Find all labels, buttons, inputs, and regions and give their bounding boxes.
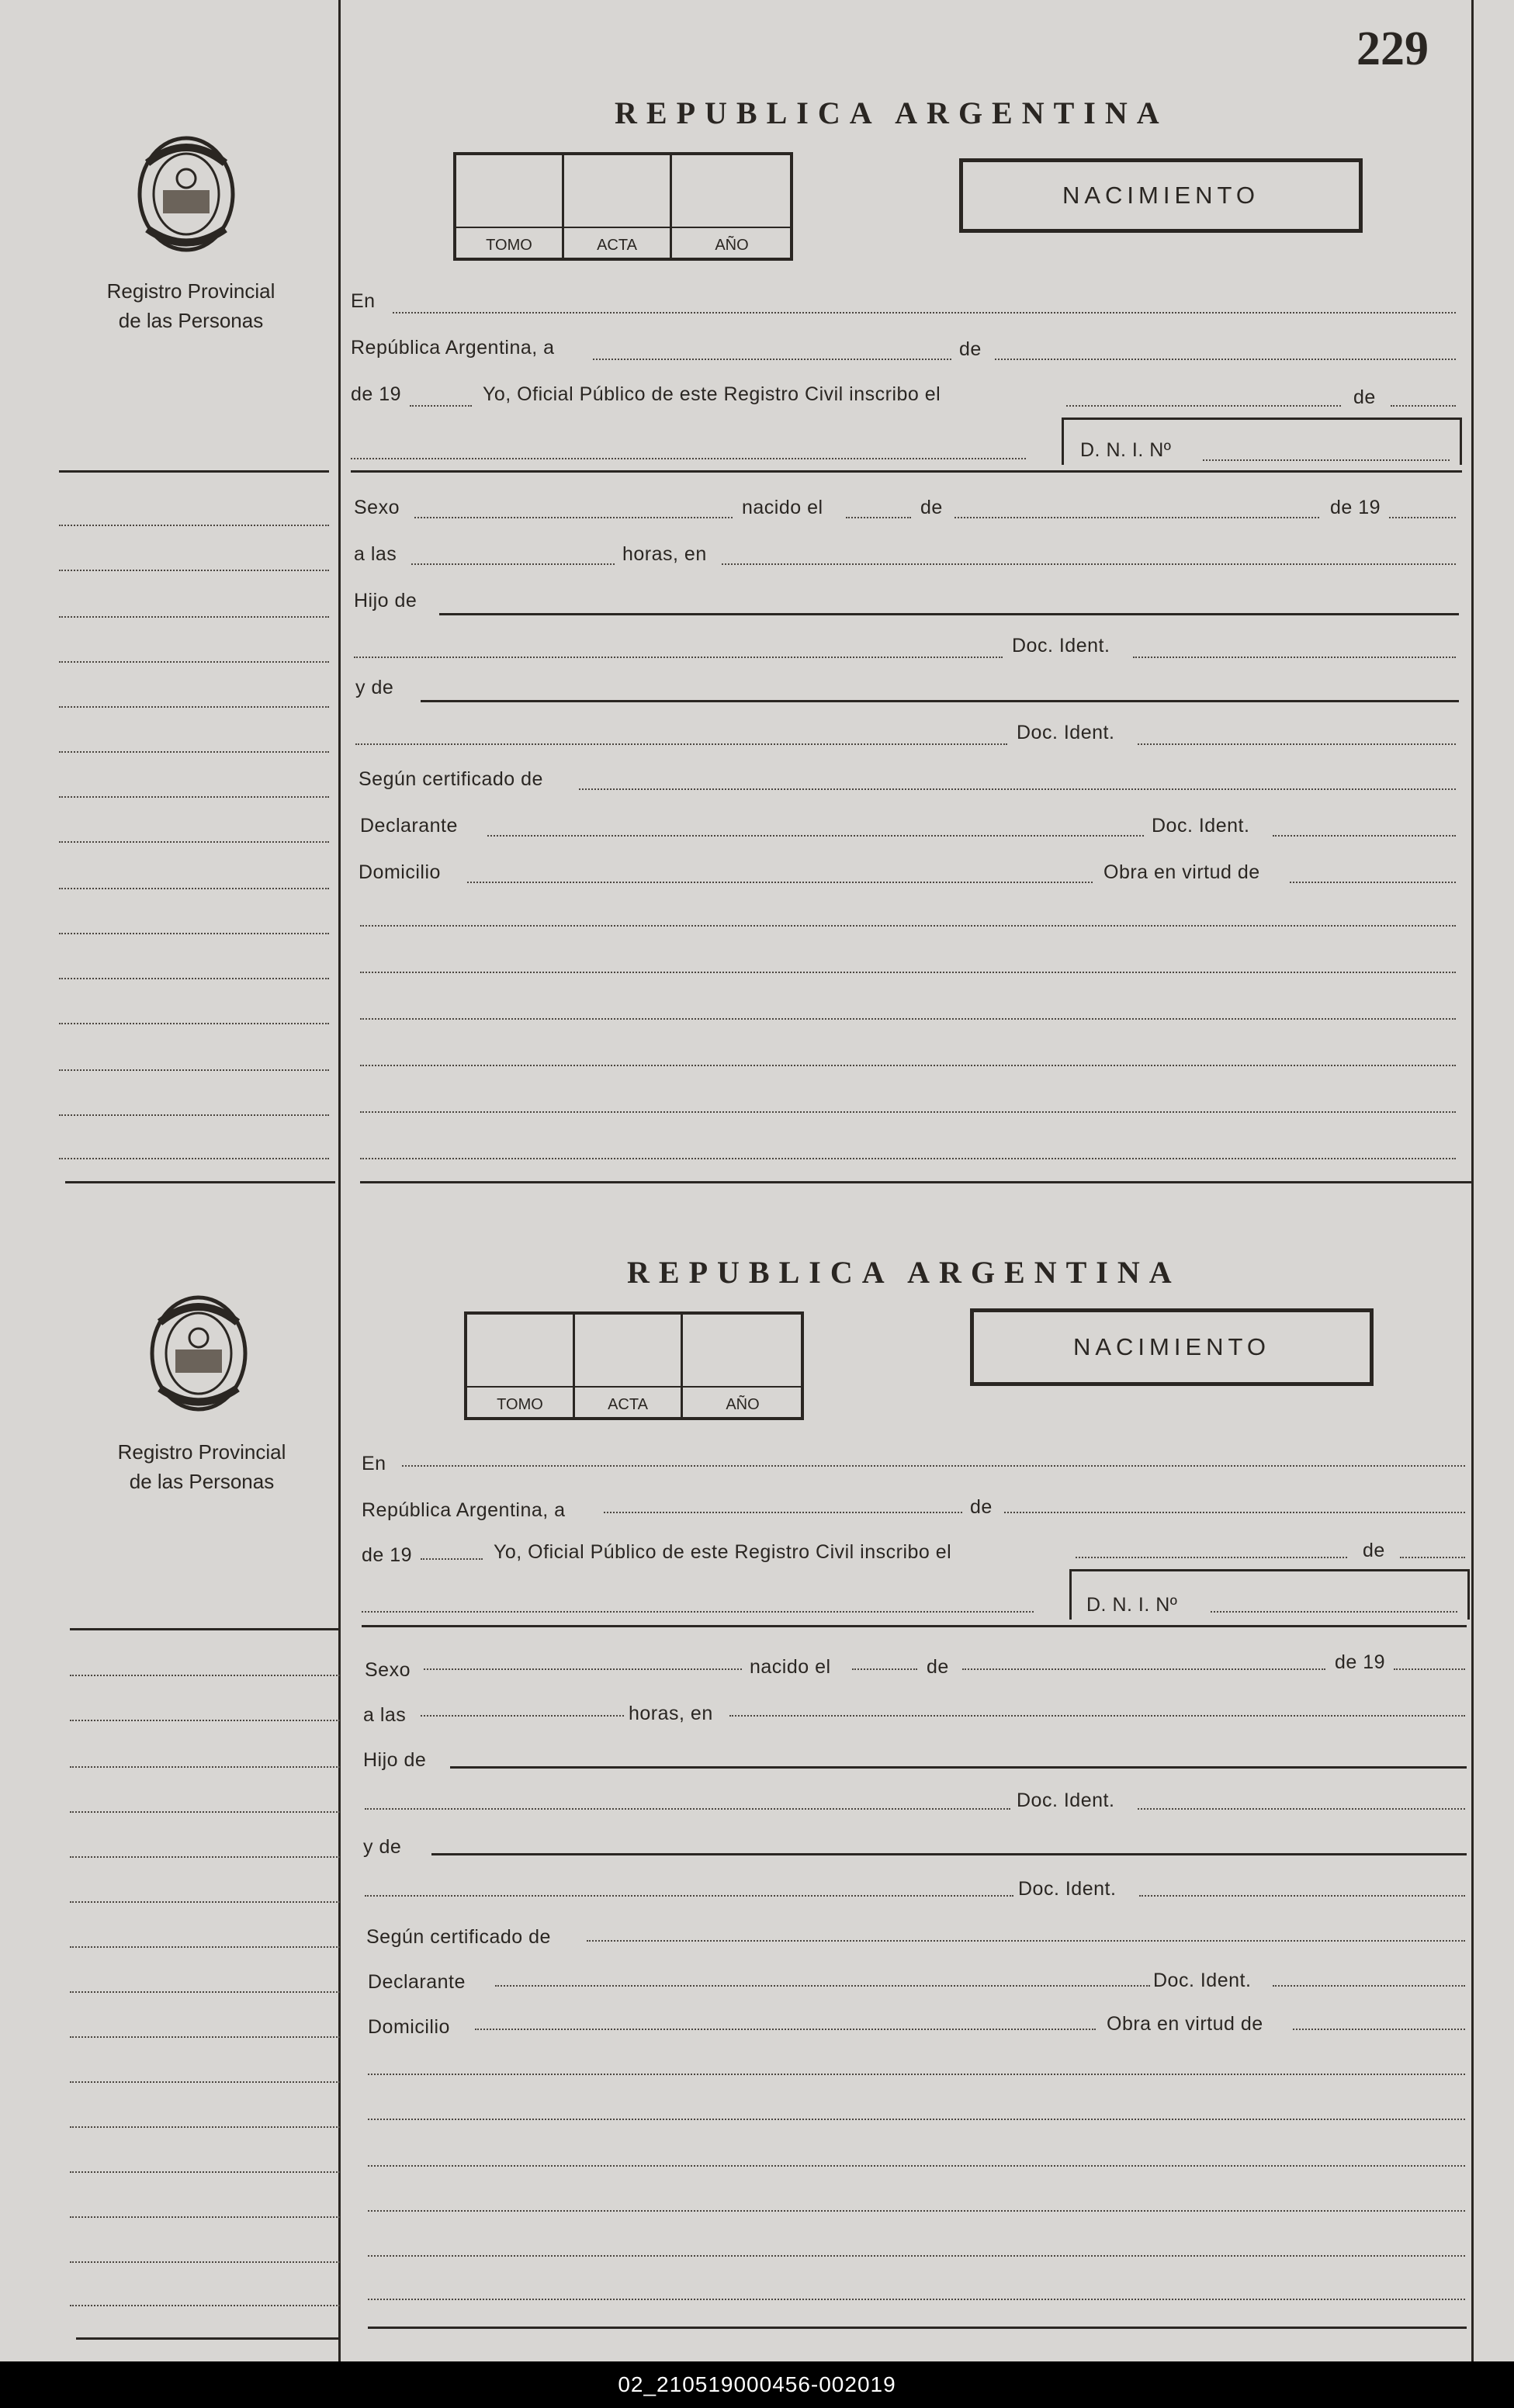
declarante-label: Declarante (360, 815, 458, 837)
year-field[interactable] (421, 1558, 483, 1560)
page-number: 229 (1356, 23, 1429, 75)
margin-line[interactable] (59, 616, 329, 618)
margin-line[interactable] (70, 1720, 340, 1721)
margin-line[interactable] (59, 1114, 329, 1116)
hijo-label: Hijo de (354, 590, 417, 612)
hijo-label: Hijo de (363, 1749, 427, 1771)
inscribo-month-field[interactable] (1391, 405, 1456, 407)
form-bottom-rule (360, 1181, 1471, 1183)
de-label-3: de (927, 1656, 949, 1678)
margin-line[interactable] (59, 841, 329, 843)
margin-line[interactable] (70, 2036, 340, 2038)
sexo-field[interactable] (414, 517, 733, 518)
notes-line-6[interactable] (360, 1158, 1456, 1159)
margin-line[interactable] (59, 796, 329, 798)
section-divider (362, 1625, 1467, 1627)
domicilio-label: Domicilio (359, 861, 441, 883)
alas-label: a las (363, 1704, 407, 1726)
margin-line[interactable] (59, 570, 329, 571)
margin-line[interactable] (70, 2171, 340, 2173)
de19-label: de 19 (362, 1544, 413, 1566)
form-bottom-rule (368, 2327, 1467, 2329)
name-field[interactable] (362, 1611, 1034, 1613)
scan-footer (0, 2361, 1514, 2408)
notes-line-2[interactable] (368, 2119, 1465, 2120)
province-crest-icon (132, 132, 241, 260)
ano-label: AÑO (715, 237, 749, 254)
domicilio-label: Domicilio (368, 2016, 450, 2038)
registry-line-2: de las Personas (118, 309, 264, 332)
horas-label: horas, en (629, 1703, 713, 1724)
nacimiento-box: NACIMIENTO (970, 1308, 1374, 1386)
horas-field[interactable] (729, 1715, 1465, 1717)
de19-label-2: de 19 (1335, 1651, 1386, 1673)
doc-field-pre[interactable] (354, 657, 1003, 658)
margin-top-rule (59, 470, 329, 473)
nacido-label: nacido el (742, 497, 823, 518)
margin-line[interactable] (59, 933, 329, 934)
republica-month-field[interactable] (1004, 1512, 1465, 1513)
left-column-divider (338, 0, 341, 2367)
doc-field-pre-2[interactable] (365, 1895, 1013, 1897)
tomo-acta-ano-box (453, 152, 793, 261)
margin-line[interactable] (59, 1069, 329, 1071)
margin-line[interactable] (59, 706, 329, 708)
en-field[interactable] (393, 312, 1456, 314)
segun-label: Según certificado de (366, 1926, 551, 1948)
segun-label: Según certificado de (359, 768, 543, 790)
segun-field[interactable] (587, 1940, 1465, 1942)
republica-day-field[interactable] (604, 1512, 962, 1513)
republica-day-field[interactable] (593, 359, 951, 360)
en-label: En (362, 1453, 386, 1474)
tomo-label: TOMO (497, 1396, 543, 1413)
nacido-year-field[interactable] (1394, 1668, 1465, 1670)
yo-label: Yo, Oficial Público de este Registro Civil inscribo el (483, 383, 941, 405)
registry-name (85, 1437, 318, 1496)
notes-line-1[interactable] (360, 925, 1456, 927)
alas-field[interactable] (421, 1715, 624, 1717)
doc-ident-label: Doc. Ident. (1012, 635, 1110, 657)
hijo-field[interactable] (439, 613, 1459, 615)
yde-label: y de (355, 677, 394, 698)
dni-label: D. N. I. Nº (1080, 439, 1172, 461)
province-crest-icon (144, 1291, 253, 1419)
declarante-doc-field[interactable] (1273, 835, 1456, 837)
doc-ident-label-3: Doc. Ident. (1152, 815, 1250, 837)
notes-line-1[interactable] (368, 2074, 1465, 2075)
doc-ident-field-2[interactable] (1138, 743, 1456, 745)
nacido-year-field[interactable] (1389, 517, 1456, 518)
inscribo-month-field[interactable] (1400, 1557, 1465, 1558)
notes-line-5[interactable] (360, 1111, 1456, 1113)
domicilio-field[interactable] (467, 882, 1093, 883)
de19-label: de 19 (351, 383, 402, 405)
margin-line[interactable] (70, 2081, 340, 2083)
margin-line[interactable] (59, 978, 329, 979)
sexo-label: Sexo (354, 497, 400, 518)
doc-ident-label: Doc. Ident. (1017, 1790, 1115, 1811)
notes-line-6[interactable] (368, 2299, 1465, 2300)
margin-line[interactable] (70, 1766, 340, 1768)
margin-line[interactable] (59, 1158, 329, 1159)
notes-line-4[interactable] (360, 1065, 1456, 1066)
alas-label: a las (354, 543, 397, 565)
de-label: de (959, 338, 982, 360)
section-divider (351, 470, 1462, 473)
margin-line[interactable] (70, 1811, 340, 1813)
nacimiento-box: NACIMIENTO (959, 158, 1363, 233)
de19-label-2: de 19 (1330, 497, 1381, 518)
ano-label: AÑO (726, 1396, 760, 1413)
declarante-doc-field[interactable] (1273, 1985, 1465, 1987)
margin-line[interactable] (70, 2216, 340, 2218)
yde-label: y de (363, 1836, 402, 1858)
notes-line-3[interactable] (360, 1018, 1456, 1020)
en-label: En (351, 290, 376, 312)
declarante-field[interactable] (495, 1985, 1150, 1987)
segun-field[interactable] (579, 788, 1456, 790)
doc-field-pre[interactable] (365, 1808, 1010, 1810)
margin-bottom-rule (76, 2337, 340, 2340)
right-border (1471, 0, 1474, 2367)
year-field[interactable] (410, 405, 472, 407)
nacido-month-field[interactable] (962, 1668, 1325, 1670)
hijo-field[interactable] (450, 1766, 1467, 1769)
margin-line[interactable] (70, 1856, 340, 1858)
declarante-label: Declarante (368, 1971, 466, 1993)
dni-label: D. N. I. Nº (1086, 1594, 1178, 1616)
de-label: de (970, 1496, 993, 1518)
de-label-3: de (920, 497, 943, 518)
obra-field[interactable] (1293, 2029, 1465, 2030)
margin-line[interactable] (70, 2305, 340, 2306)
sexo-label: Sexo (365, 1659, 411, 1681)
nacido-day-field[interactable] (846, 517, 911, 518)
obra-label: Obra en virtud de (1103, 861, 1260, 883)
declarante-field[interactable] (487, 835, 1144, 837)
en-field[interactable] (402, 1465, 1465, 1467)
inscribo-field[interactable] (1066, 405, 1341, 407)
registry-line-1: Registro Provincial (117, 1440, 286, 1464)
dni-field[interactable] (1203, 459, 1450, 461)
horas-label: horas, en (622, 543, 707, 565)
dni-field[interactable] (1211, 1611, 1457, 1613)
form-title: REPUBLICA ARGENTINA (615, 95, 1169, 130)
margin-line[interactable] (70, 1901, 340, 1903)
obra-field[interactable] (1290, 882, 1456, 883)
republica-label: República Argentina, a (351, 337, 555, 359)
registry-line-1: Registro Provincial (106, 279, 275, 303)
margin-line[interactable] (59, 661, 329, 663)
doc-ident-field[interactable] (1138, 1808, 1465, 1810)
doc-ident-label-3: Doc. Ident. (1153, 1970, 1252, 1991)
doc-field-pre-2[interactable] (355, 743, 1007, 745)
margin-line[interactable] (70, 2126, 340, 2128)
yo-label: Yo, Oficial Público de este Registro Civil inscribo el (494, 1541, 952, 1563)
margin-line[interactable] (70, 1675, 340, 1676)
registry-name (74, 276, 307, 335)
de-label-2: de (1353, 386, 1376, 408)
notes-line-2[interactable] (360, 972, 1456, 973)
republica-label: República Argentina, a (362, 1499, 566, 1521)
margin-line[interactable] (59, 888, 329, 889)
tomo-label: TOMO (486, 237, 532, 254)
republica-month-field[interactable] (995, 359, 1456, 360)
margin-line[interactable] (59, 751, 329, 753)
doc-ident-label-2: Doc. Ident. (1017, 722, 1115, 743)
margin-line[interactable] (70, 1946, 340, 1948)
notes-line-4[interactable] (368, 2210, 1465, 2212)
footer-id: 02_210519000456-002019 (618, 2372, 896, 2396)
horas-field[interactable] (722, 563, 1456, 565)
margin-top-rule (70, 1628, 340, 1630)
de-label-2: de (1363, 1540, 1385, 1561)
yde-field[interactable] (431, 1853, 1467, 1855)
nacido-month-field[interactable] (954, 517, 1319, 518)
doc-ident-field-2[interactable] (1139, 1895, 1465, 1897)
domicilio-field[interactable] (475, 2029, 1096, 2030)
margin-bottom-rule (65, 1181, 335, 1183)
notes-line-5[interactable] (368, 2255, 1465, 2257)
acta-label: ACTA (597, 237, 637, 254)
sexo-field[interactable] (424, 1668, 742, 1670)
nacido-label: nacido el (750, 1656, 831, 1678)
notes-line-3[interactable] (368, 2165, 1465, 2167)
margin-line[interactable] (59, 1023, 329, 1024)
acta-label: ACTA (608, 1396, 648, 1413)
inscribo-field[interactable] (1076, 1557, 1347, 1558)
obra-label: Obra en virtud de (1107, 2013, 1263, 2035)
registry-line-2: de las Personas (129, 1470, 275, 1493)
nacido-day-field[interactable] (852, 1668, 917, 1670)
margin-line[interactable] (70, 1991, 340, 1993)
margin-line[interactable] (70, 2261, 340, 2263)
alas-field[interactable] (411, 563, 615, 565)
margin-line[interactable] (59, 525, 329, 526)
doc-ident-label-2: Doc. Ident. (1018, 1878, 1117, 1900)
name-field[interactable] (351, 458, 1026, 459)
yde-field[interactable] (421, 700, 1459, 702)
doc-ident-field[interactable] (1133, 657, 1456, 658)
form-title: REPUBLICA ARGENTINA (627, 1255, 1181, 1290)
tomo-acta-ano-box (464, 1311, 804, 1420)
